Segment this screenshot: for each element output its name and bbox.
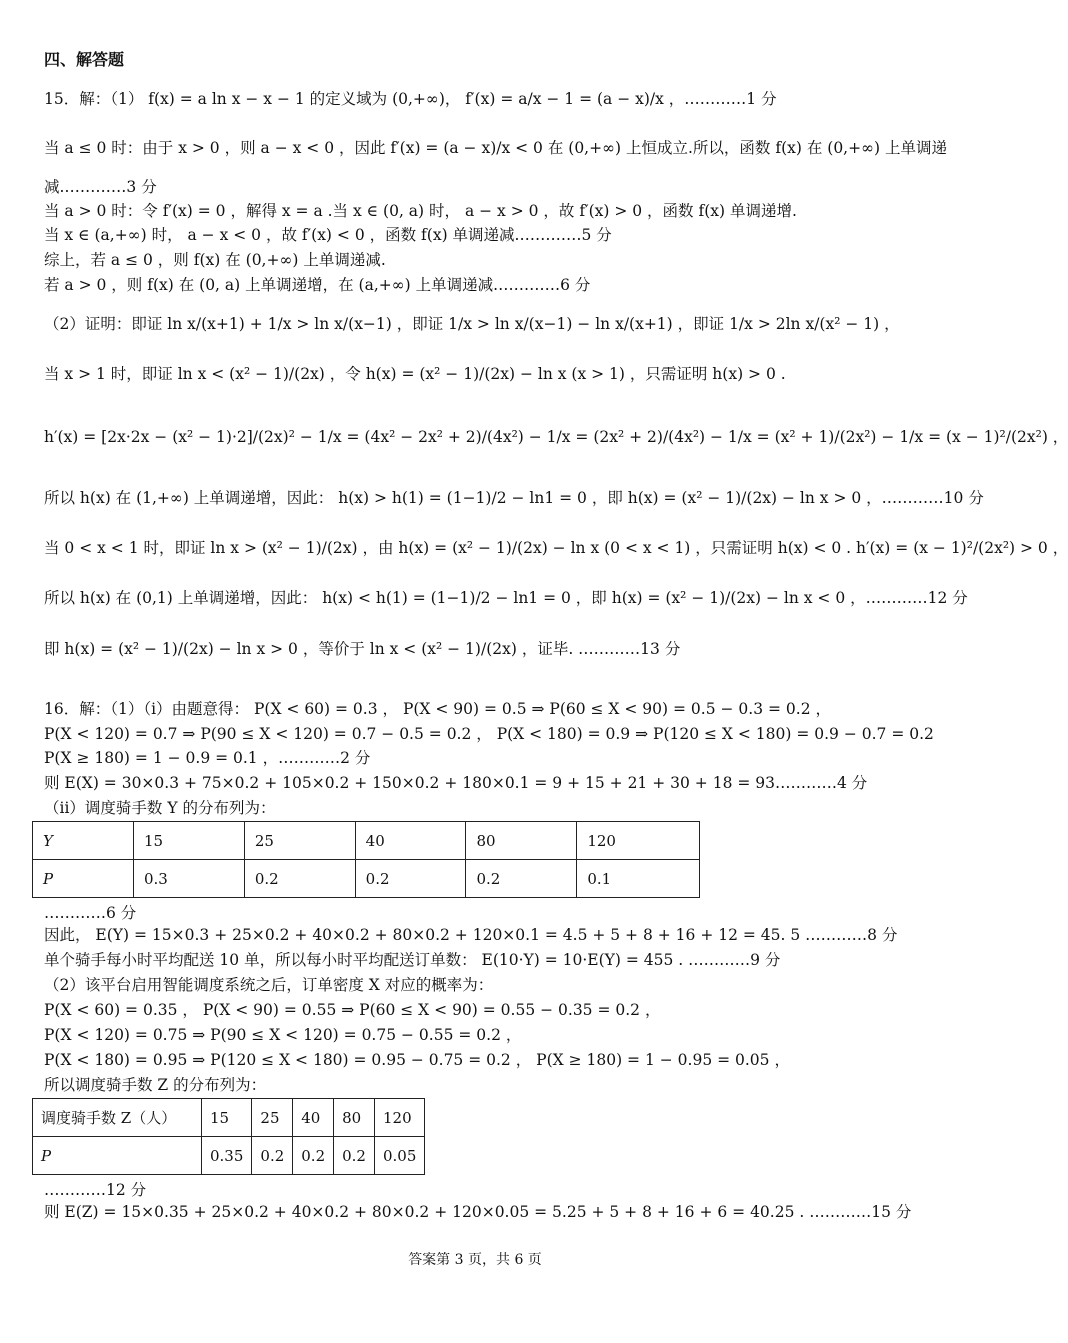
table-cell: 80 — [466, 822, 577, 860]
q15-line-4: 当 a > 0 时：令 f′(x) = 0 ，解得 x = a .当 x ∈ (0, a) 时， a − x > 0 ，故 f′(x) > 0 ，函数 f(x) 单调递增. — [44, 202, 797, 220]
table-cell: 25 — [252, 1099, 293, 1137]
table-row — [33, 1137, 425, 1175]
q16-line-13: 所以调度骑手数 Z 的分布列为： — [44, 1076, 267, 1094]
q15-line-10: h′(x) = [2x·2x − (x² − 1)·2]/(2x)² − 1/x = (4x² − 2x² + 2)/(4x²) − 1/x = (2x² + 2)/(4x²) − 1/x = (x² + 1)/(2x²) − 1/x = (x − 1)²/(2x²) ， — [44, 428, 1068, 446]
q16-line-7: 因此， E(Y) = 15×0.3 + 25×0.2 + 40×0.2 + 80×0.2 + 120×0.1 = 4.5 + 5 + 8 + 16 + 12 = 45. 5 …………8 分 — [44, 926, 898, 944]
table-cell: 0.2 — [293, 1137, 334, 1175]
q15-line-9: 当 x > 1 时，即证 ln x < (x² − 1)/(2x) ，令 h(x) = (x² − 1)/(2x) − ln x (x > 1) ，只需证明 h(x) > 0 . — [44, 365, 786, 383]
table-cell: Y — [33, 822, 134, 860]
table-cell: 0.2 — [244, 860, 355, 898]
table-cell: 调度骑手数 Z（人） — [33, 1099, 202, 1137]
q15-line-13: 所以 h(x) 在 (0,1) 上单调递增，因此： h(x) < h(1) = (1−1)/2 − ln1 = 0 ，即 h(x) = (x² − 1)/(2x) − ln x < 0 ，…………12 分 — [44, 589, 968, 607]
page-footer: 答案第 3 页，共 6 页 — [408, 1252, 542, 1268]
table-cell: 40 — [293, 1099, 334, 1137]
q15-line-3: 减.…………3 分 — [44, 178, 157, 196]
q16-line-14: …………12 分 — [44, 1181, 147, 1199]
q16-line-9: （2）该平台启用智能调度系统之后，订单密度 X 对应的概率为： — [44, 976, 494, 994]
q16-line-15: 则 E(Z) = 15×0.35 + 25×0.2 + 40×0.2 + 80×0.2 + 120×0.05 = 5.25 + 5 + 8 + 16 + 6 = 40.25 . …………15 分 — [44, 1203, 912, 1221]
q16-line-6: …………6 分 — [44, 904, 137, 922]
table-cell: 0.2 — [466, 860, 577, 898]
distribution-table-y — [32, 821, 700, 898]
table-cell: 0.1 — [577, 860, 700, 898]
q16-line-3: P(X ≥ 180) = 1 − 0.9 = 0.1 ，…………2 分 — [44, 749, 371, 767]
table-cell: 0.2 — [334, 1137, 375, 1175]
table-cell: 0.2 — [252, 1137, 293, 1175]
table-cell: 0.05 — [374, 1137, 424, 1175]
q15-line-14: 即 h(x) = (x² − 1)/(2x) − ln x > 0 ，等价于 ln x < (x² − 1)/(2x) ，证毕. …………13 分 — [44, 640, 681, 658]
table-cell: 40 — [355, 822, 466, 860]
table-cell: 0.35 — [202, 1137, 252, 1175]
q16-line-5: （ii）调度骑手数 Y 的分布列为： — [44, 799, 276, 817]
q15-line-7: 若 a > 0 ，则 f(x) 在 (0, a) 上单调递增，在 (a,+∞) 上单调递减.…………6 分 — [44, 276, 591, 294]
table-cell: 0.2 — [355, 860, 466, 898]
q16-line-11: P(X < 120) = 0.75 ⇒ P(90 ≤ X < 120) = 0.75 − 0.55 = 0.2 ， — [44, 1026, 522, 1044]
table-row — [33, 822, 700, 860]
q16-line-12: P(X < 180) = 0.95 ⇒ P(120 ≤ X < 180) = 0.95 − 0.75 = 0.2 ， P(X ≥ 180) = 1 − 0.95 = 0.05 ， — [44, 1051, 790, 1069]
distribution-table-z — [32, 1098, 425, 1175]
table-cell: 120 — [577, 822, 700, 860]
q15-line-2: 当 a ≤ 0 时：由于 x > 0 ，则 a − x < 0 ，因此 f′(x) = (a − x)/x < 0 在 (0,+∞) 上恒成立.所以，函数 f(x) 在 (0,+∞) 上单调递 — [44, 139, 947, 157]
q15-line-6: 综上，若 a ≤ 0 ，则 f(x) 在 (0,+∞) 上单调递减. — [44, 251, 386, 269]
table-cell: 120 — [374, 1099, 424, 1137]
q16-line-4: 则 E(X) = 30×0.3 + 75×0.2 + 105×0.2 + 150×0.2 + 180×0.1 = 9 + 15 + 21 + 30 + 18 = 93…………4 分 — [44, 774, 868, 792]
table-cell: P — [33, 1137, 202, 1175]
q15-line-8: （2）证明：即证 ln x/(x+1) + 1/x > ln x/(x−1) ，即证 1/x > ln x/(x−1) − ln x/(x+1) ，即证 1/x > 2ln x/(x² − 1) ， — [44, 315, 900, 333]
q15-line-12: 当 0 < x < 1 时，即证 ln x > (x² − 1)/(2x) ，由 h(x) = (x² − 1)/(2x) − ln x (0 < x < 1) ，只需证明 h(x) < 0 . h′(x) = (x − 1)²/(2x²) > 0 ， — [44, 539, 1068, 557]
q16-line-8: 单个骑手每小时平均配送 10 单，所以每小时平均配送订单数： E(10·Y) = 10·E(Y) = 455 . …………9 分 — [44, 951, 781, 969]
section-title: 四、解答题 — [44, 50, 125, 69]
table-row — [33, 1099, 425, 1137]
q16-line-1: 16．解：（1）（i）由题意得： P(X < 60) = 0.3 ， P(X < 90) = 0.5 ⇒ P(60 ≤ X < 90) = 0.5 − 0.3 = 0.2 ， — [44, 700, 831, 718]
q16-line-2: P(X < 120) = 0.7 ⇒ P(90 ≤ X < 120) = 0.7 − 0.5 = 0.2 ， P(X < 180) = 0.9 ⇒ P(120 ≤ X < 180) = 0.9 − 0.7 = 0.2 — [44, 725, 934, 743]
q15-line-11: 所以 h(x) 在 (1,+∞) 上单调递增，因此： h(x) > h(1) = (1−1)/2 − ln1 = 0 ，即 h(x) = (x² − 1)/(2x) − ln x > 0 ，…………10 分 — [44, 489, 984, 507]
q15-line-1: 15．解：（1） f(x) = a ln x − x − 1 的定义域为 (0,+∞)， f′(x) = a/x − 1 = (a − x)/x ，…………1 分 — [44, 90, 777, 108]
table-cell: 25 — [244, 822, 355, 860]
table-cell: 80 — [334, 1099, 375, 1137]
q15-line-5: 当 x ∈ (a,+∞) 时， a − x < 0 ，故 f′(x) < 0 ，函数 f(x) 单调递减.…………5 分 — [44, 226, 612, 244]
table-cell: 0.3 — [134, 860, 245, 898]
table-cell: 15 — [134, 822, 245, 860]
table-cell: 15 — [202, 1099, 252, 1137]
table-row — [33, 860, 700, 898]
table-cell: P — [33, 860, 134, 898]
q16-line-10: P(X < 60) = 0.35 ， P(X < 90) = 0.55 ⇒ P(60 ≤ X < 90) = 0.55 − 0.35 = 0.2 ， — [44, 1001, 661, 1019]
